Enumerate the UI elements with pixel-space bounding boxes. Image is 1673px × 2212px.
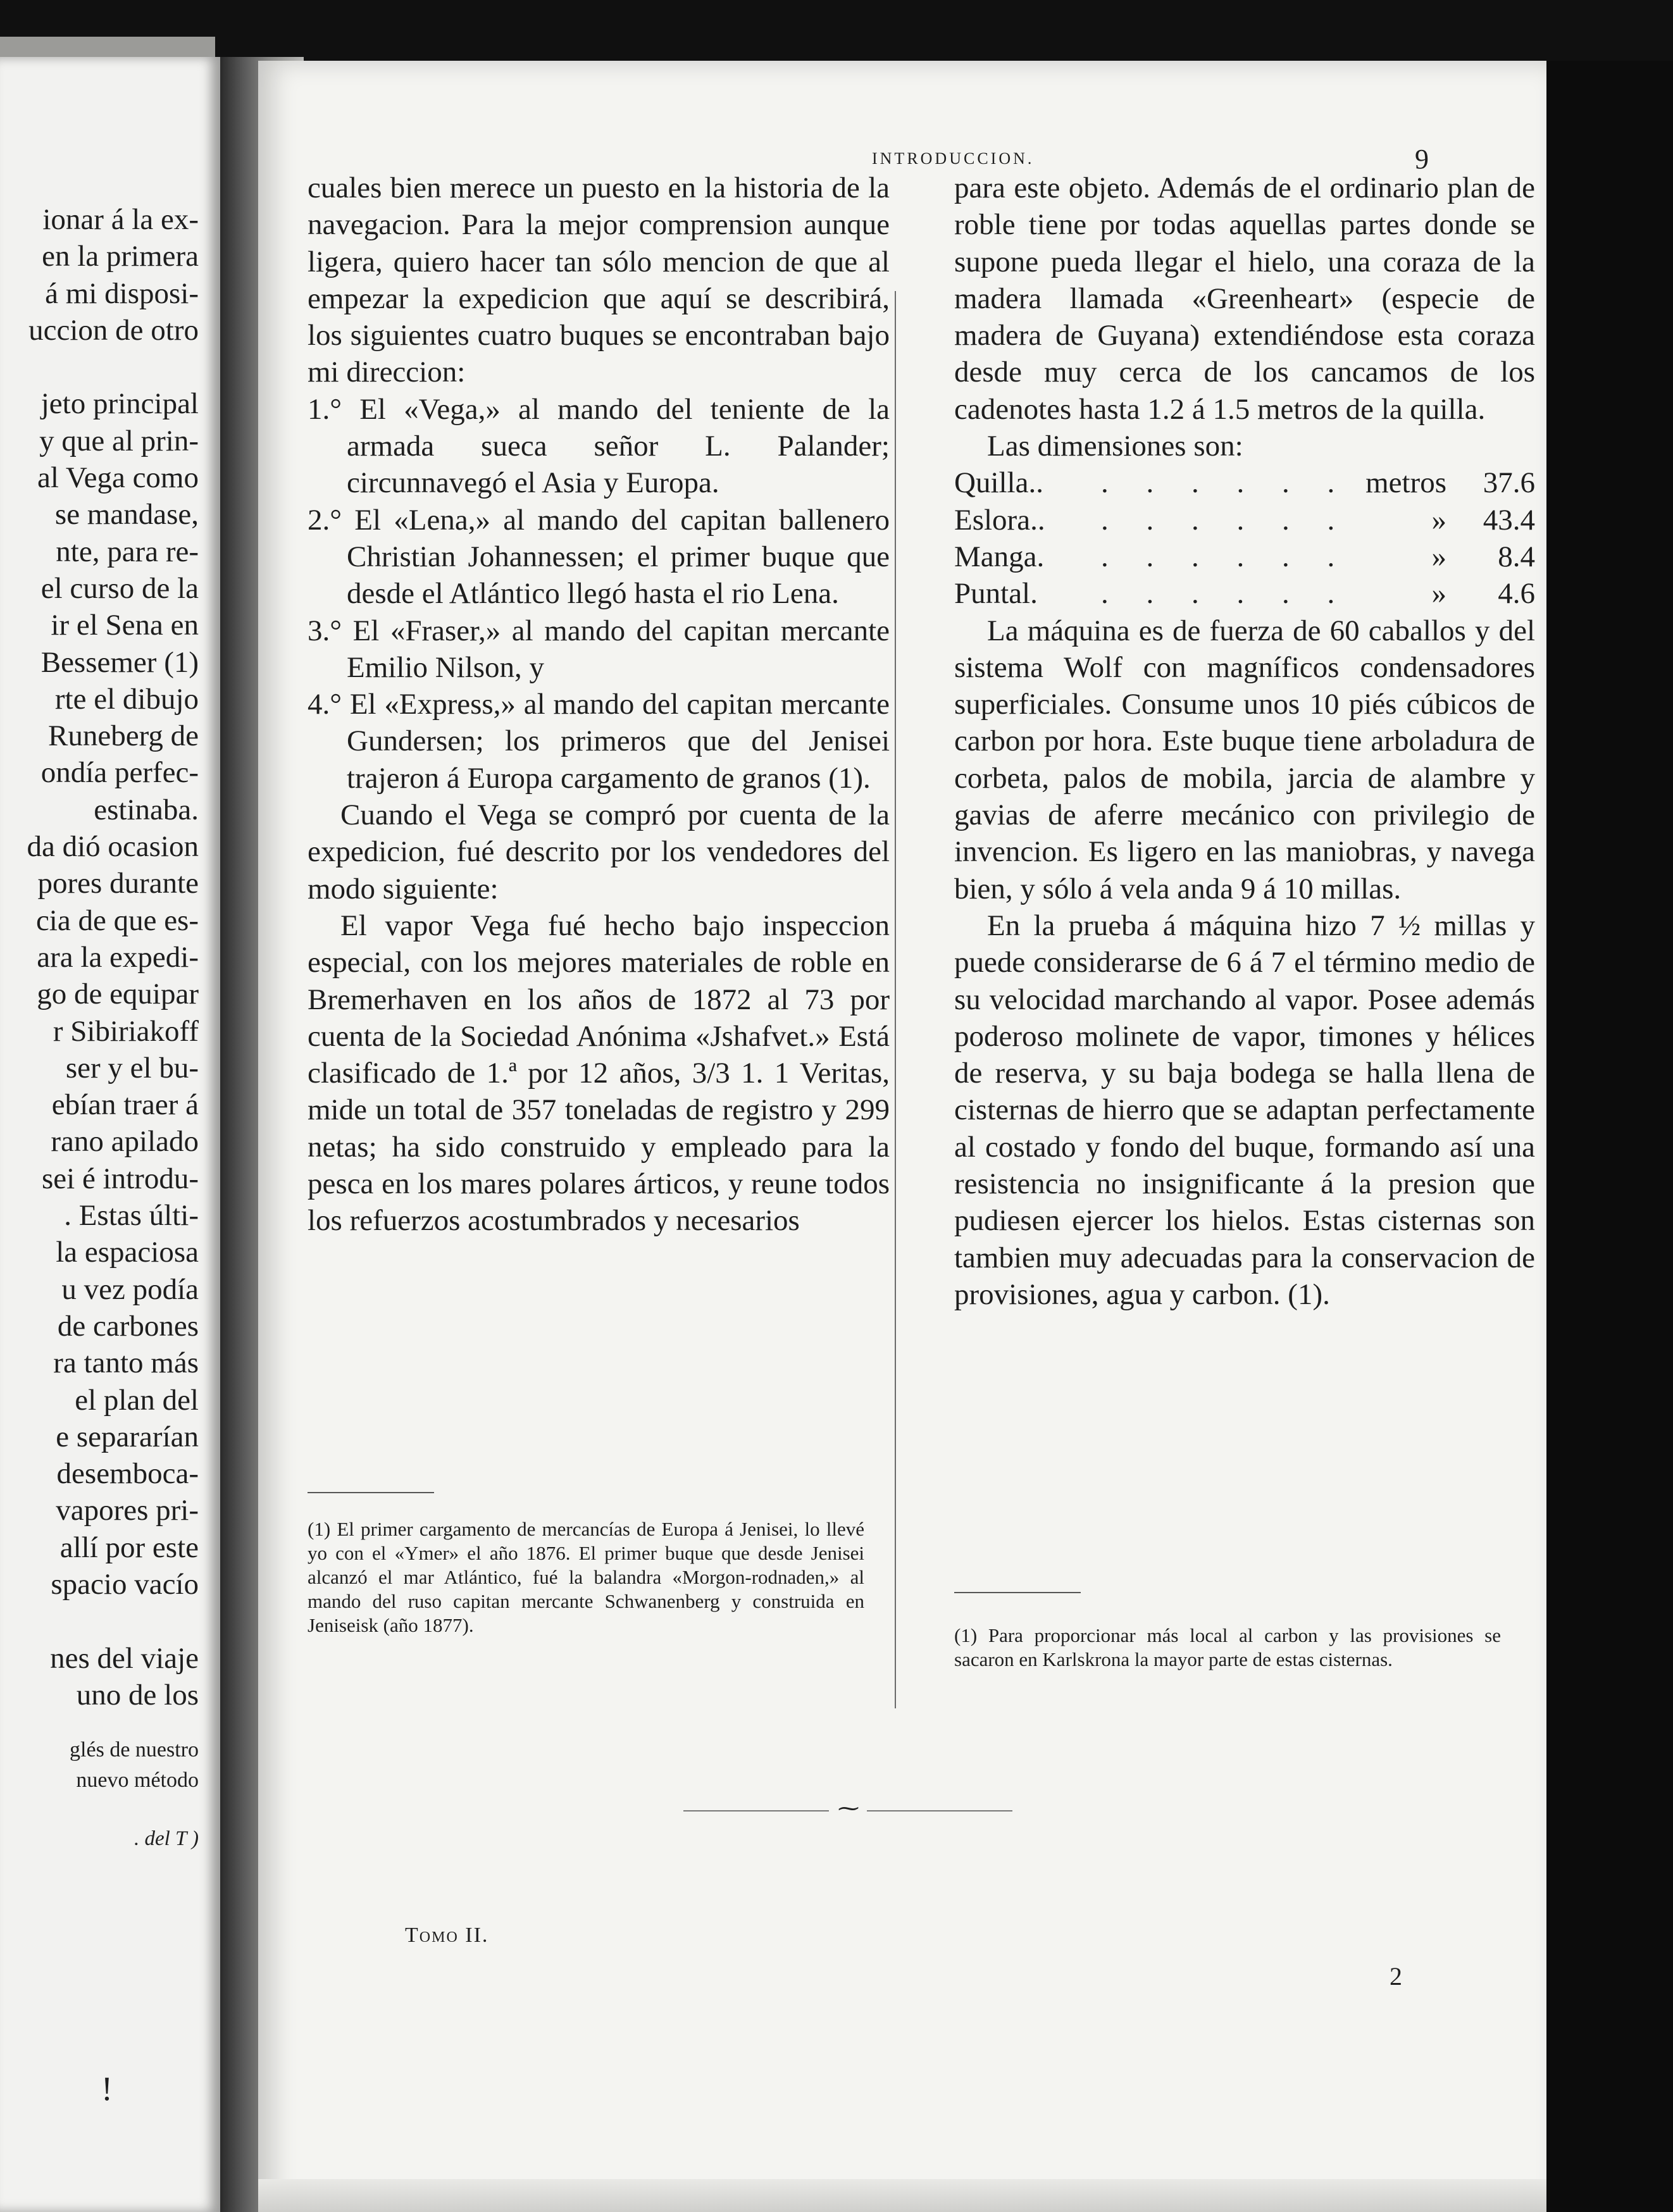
dot-leader: . . . . . . (1101, 503, 1350, 537)
left-line: uccion de otro (28, 313, 199, 347)
left-line: nte, para re- (56, 535, 199, 568)
ornament-rule-left (683, 1810, 829, 1811)
left-line: spacio vacío (51, 1567, 199, 1601)
page-bottom-edge (258, 2179, 1546, 2212)
left-line: pores durante (37, 867, 199, 900)
left-line: uno de los (76, 1678, 199, 1712)
dimension-unit: metros (1365, 466, 1446, 500)
left-line: da dió ocasion (27, 830, 199, 864)
ship-list-item: 1.° El «Vega,» al mando del teniente de la armada sueca señor L. Palander; circunnavegó el Asia y Europa. (308, 392, 890, 500)
left-line: al Vega como (37, 461, 199, 495)
left-line: á mi disposi- (45, 276, 199, 310)
dimension-value: 4.6 (1498, 577, 1535, 611)
left-line: nes del viaje (50, 1641, 199, 1675)
left-line: en la primera (42, 240, 199, 273)
dimension-unit: » (1431, 577, 1446, 611)
paragraph: El vapor Vega fué hecho bajo inspeccion especial, con los mejores materiales de roble en Bremerhaven en los años de 1872 al 73 por cuenta de la Sociedad Anónima «Jshafvet.» Está clasificado de 1.ª por 12 años, 3/3 1. 1 Veritas, mide un total de 357 toneladas de registro y 299 netas; ha sido construido y empleado para la pesca en los mares polares árticos, y reune todos los refuerzos acostumbrados y necesarios (308, 909, 890, 1238)
left-line: Bessemer (1) (40, 645, 199, 679)
left-line-gap (0, 349, 199, 385)
sheet-number: 2 (1390, 1962, 1402, 1991)
left-line: el plan del (75, 1383, 199, 1417)
dimension-name: Puntal. (954, 577, 1038, 611)
ship-list-item: 2.° El «Lena,» al mando del capitan ballenero Christian Johannessen; el primer buque que desde el Atlántico llegó hasta el rio Lena. (308, 503, 890, 611)
dimension-name: Eslora.. (954, 503, 1045, 537)
left-footnote-line: glés de nuestro (70, 1738, 199, 1762)
left-line: rte el dibujo (54, 682, 199, 716)
previous-page-fragment (0, 57, 220, 2212)
left-line: ser y el bu- (65, 1051, 199, 1084)
right-column (954, 170, 1535, 1313)
left-line: ir el Sena en (51, 609, 199, 642)
footnote-right: (1) Para proporcionar más local al carbon y las provisiones se sacaron en Karlskrona la mayor parte de estas cisternas. (954, 1624, 1501, 1670)
dot-leader: . . . . . . (1101, 466, 1350, 500)
left-line: Runeberg de (48, 719, 199, 753)
dimensions-intro: Las dimensiones son: (987, 430, 1243, 463)
left-line: se mandase, (54, 498, 199, 531)
left-line: desemboca- (56, 1457, 199, 1491)
left-line: r Sibiriakoff (53, 1014, 199, 1048)
left-line: sei é introdu- (42, 1162, 199, 1195)
dimension-unit: » (1431, 540, 1446, 573)
left-line: la espaciosa (56, 1236, 199, 1269)
left-line: vapores pri- (56, 1494, 199, 1527)
left-page-top-edge (0, 37, 215, 59)
left-line: ra tanto más (53, 1346, 199, 1380)
footnote-rule (954, 1592, 1081, 1593)
translator-note: . del T ) (134, 1827, 199, 1851)
scan-right-border (1546, 61, 1673, 2212)
dimension-name: Manga. (954, 540, 1045, 573)
tail-ornament (683, 1797, 1012, 1820)
left-line-gap (0, 1603, 199, 1639)
dimension-name: Quilla.. (954, 466, 1043, 500)
ornament-rule-right (867, 1810, 1012, 1811)
dimension-value: 43.4 (1483, 503, 1535, 537)
dot-leader: . . . . . . (1101, 577, 1350, 611)
dot-leader: . . . . . . (1101, 540, 1350, 573)
dimension-value: 37.6 (1483, 466, 1535, 500)
paragraph: para este objeto. Además de el ordinario plan de roble tiene por todas aquellas partes donde se supone pueda llegar el hielo, una coraza de la madera llamada «Greenheart» (especie de madera de Guyana) extendiéndose esta coraza desde muy cerca de los cancamos de los cadenotes hasta 1.2 á 1.5 metros de la quilla. (954, 171, 1535, 426)
left-line: u vez podía (61, 1272, 199, 1306)
volume-signature: Tomo II. (405, 1923, 489, 1947)
left-footnote-line: nuevo método (76, 1768, 199, 1793)
paragraph: cuales bien merece un puesto en la historia de la navegacion. Para la mejor comprension aunque ligera, quiero hacer tan sólo mencion de que al empezar la expedicion que aquí se describirá, los siguientes cuatro buques se encontraban bajo mi direccion: (308, 171, 890, 389)
stray-mark: ! (101, 2070, 113, 2108)
ship-list-item: 3.° El «Fraser,» al mando del capitan mercante Emilio Nilson, y (308, 614, 890, 684)
left-column (308, 170, 890, 1240)
running-head: INTRODUCCION. (872, 149, 1035, 168)
left-line: el curso de la (40, 571, 199, 605)
scan-top-border (0, 0, 1673, 61)
left-line: rano apilado (51, 1125, 199, 1159)
left-line: go de equipar (37, 978, 199, 1011)
left-line: cia de que es- (35, 904, 199, 937)
left-line: ionar á la ex- (42, 203, 199, 236)
left-line: de carbones (57, 1309, 199, 1343)
paragraph: En la prueba á máquina hizo 7 ½ millas y puede considerarse de 6 á 7 el término medio de su velocidad marchando al vapor. Posee además poderoso molinete de vapor, timones y hélices de reserva, y su baja bodega se halla llena de cisternas de hierro que se adaptan perfectamente al costado y fondo del buque, formando así una resistencia no insignificante á la presion que pudiesen ejercer los hielos. Estas cisternas son tambien muy adecuadas para la conservacion de provisiones, agua y carbon. (1). (954, 909, 1535, 1311)
left-line: ondía perfec- (40, 756, 199, 790)
column-divider (895, 291, 896, 1708)
left-line: jeto principal (40, 387, 199, 421)
footnote-left: (1) El primer cargamento de mercancías de Europa á Jenisei, lo llevé yo con el «Ymer» el año 1876. El primer buque que desde Jenisei alcanzó el mar Atlántico, fué la balandra «Morgon-rodnaden,» al mando del ruso capitan mercante Schwanenberg y construida en Jeniseisk (año 1877). (308, 1518, 864, 1636)
dimension-value: 8.4 (1498, 540, 1535, 573)
page-number: 9 (1415, 144, 1429, 175)
left-line: allí por este (59, 1531, 199, 1564)
dimension-unit: » (1431, 503, 1446, 537)
left-line: . Estas últi- (64, 1199, 199, 1233)
left-line: estinaba. (94, 793, 199, 826)
previous-page-text (0, 201, 199, 1854)
left-line: y que al prin- (39, 424, 199, 457)
ornament-swash: ⁓ (838, 1797, 859, 1820)
left-line: ara la expedi- (37, 940, 199, 974)
ship-list-item: 4.° El «Express,» al mando del capitan mercante Gundersen; los primeros que del Jenisei trajeron á Europa cargamento de granos (1). (308, 688, 890, 795)
paragraph: Cuando el Vega se compró por cuenta de la expedicion, fué descrito por los vendedores del modo siguiente: (308, 798, 890, 905)
left-line: e separarían (56, 1420, 199, 1453)
dimensions-table (954, 464, 1535, 612)
paragraph: La máquina es de fuerza de 60 caballos y del sistema Wolf con magníficos condensadores superficiales. Consume unos 10 piés cúbicos de carbon por hora. Este buque tiene arboladura de corbeta, palos de mobila, jarcia de alambre y gavias de aferre mecánico con privilegio de invencion. Es ligero en las maniobras, y navega bien, y sólo á vela anda 9 á 10 millas. (954, 614, 1535, 905)
left-line: ebían traer á (51, 1088, 199, 1122)
footnote-rule (308, 1492, 434, 1493)
